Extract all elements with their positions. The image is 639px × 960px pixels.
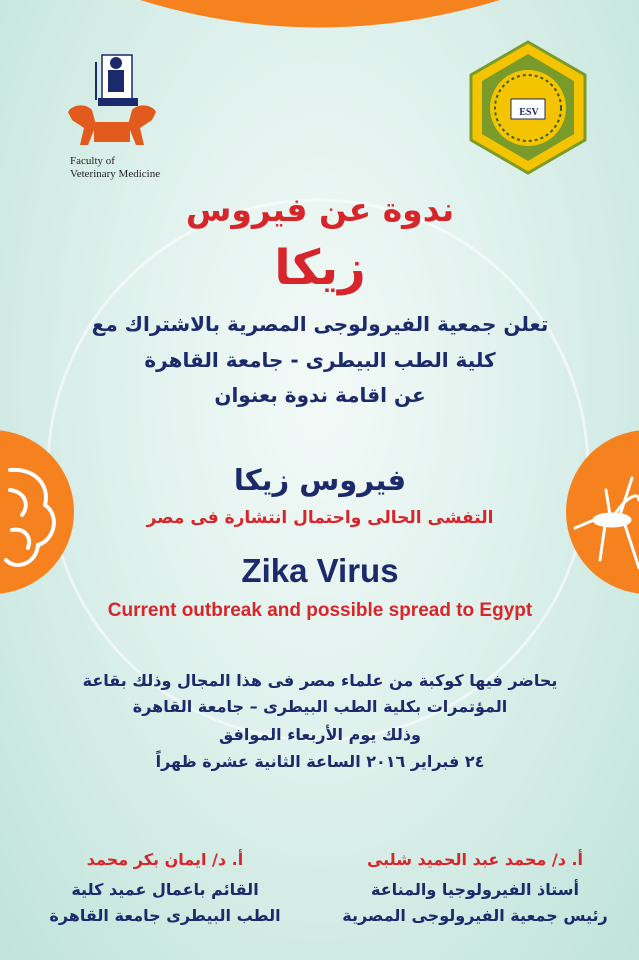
speaker-left-role-1: القائم باعمال عميد كلية: [71, 880, 259, 899]
esv-logo-text: ESV: [519, 107, 539, 118]
speaker-right-name: أ. د/ محمد عبد الحميد شلبى: [366, 850, 584, 869]
details-line-3: وذلك يوم الأربعاء الموافق: [218, 725, 421, 744]
speaker-left-role-2: الطب البيطرى جامعة القاهرة: [49, 906, 281, 925]
faculty-label: [70, 155, 200, 181]
faculty-label-line2: Veterinary Medicine: [70, 168, 161, 180]
speaker-right-role-1: أستاذ الفيرولوجيا والمناعة: [371, 880, 579, 899]
top-orange-arc: [140, 0, 500, 28]
details-line-4: ٢٤ فبراير ٢٠١٦ الساعة الثانية عشرة ظهراً: [155, 752, 485, 771]
details-line-2: المؤتمرات بكلية الطب البيطرى – جامعة القاهرة: [132, 697, 508, 716]
speaker-left-name: أ. د/ ايمان بكر محمد: [86, 850, 244, 869]
details-line-1: يحاضر فيها كوكبة من علماء مصر فى هذا المجال وذلك بقاعة: [82, 671, 558, 690]
faculty-logo: [68, 55, 156, 145]
subtitle-english: Current outbreak and possible spread to Egypt: [107, 600, 533, 621]
event-kind-heading: ندوة عن فيروس: [185, 190, 455, 229]
left-orange-circle: [0, 430, 74, 594]
announcement-line-3: عن اقامة ندوة بعنوان: [214, 383, 426, 407]
faculty-label-line1: Faculty of: [70, 155, 115, 167]
event-topic-heading: زيكا: [274, 240, 366, 296]
title-arabic: فيروس زيكا: [233, 463, 407, 497]
title-english: Zika Virus: [241, 552, 399, 589]
subtitle-arabic: التفشى الحالى واحتمال انتشارة فى مصر: [146, 508, 494, 528]
speaker-right-role-2: رئيس جمعية الفيرولوجى المصرية: [342, 906, 608, 925]
announcement-line-2: كلية الطب البيطرى - جامعة القاهرة: [144, 348, 496, 372]
announcement-line-1: تعلن جمعية الفيرولوجى المصرية بالاشتراك مع: [91, 312, 549, 336]
right-orange-circle: [566, 430, 639, 594]
